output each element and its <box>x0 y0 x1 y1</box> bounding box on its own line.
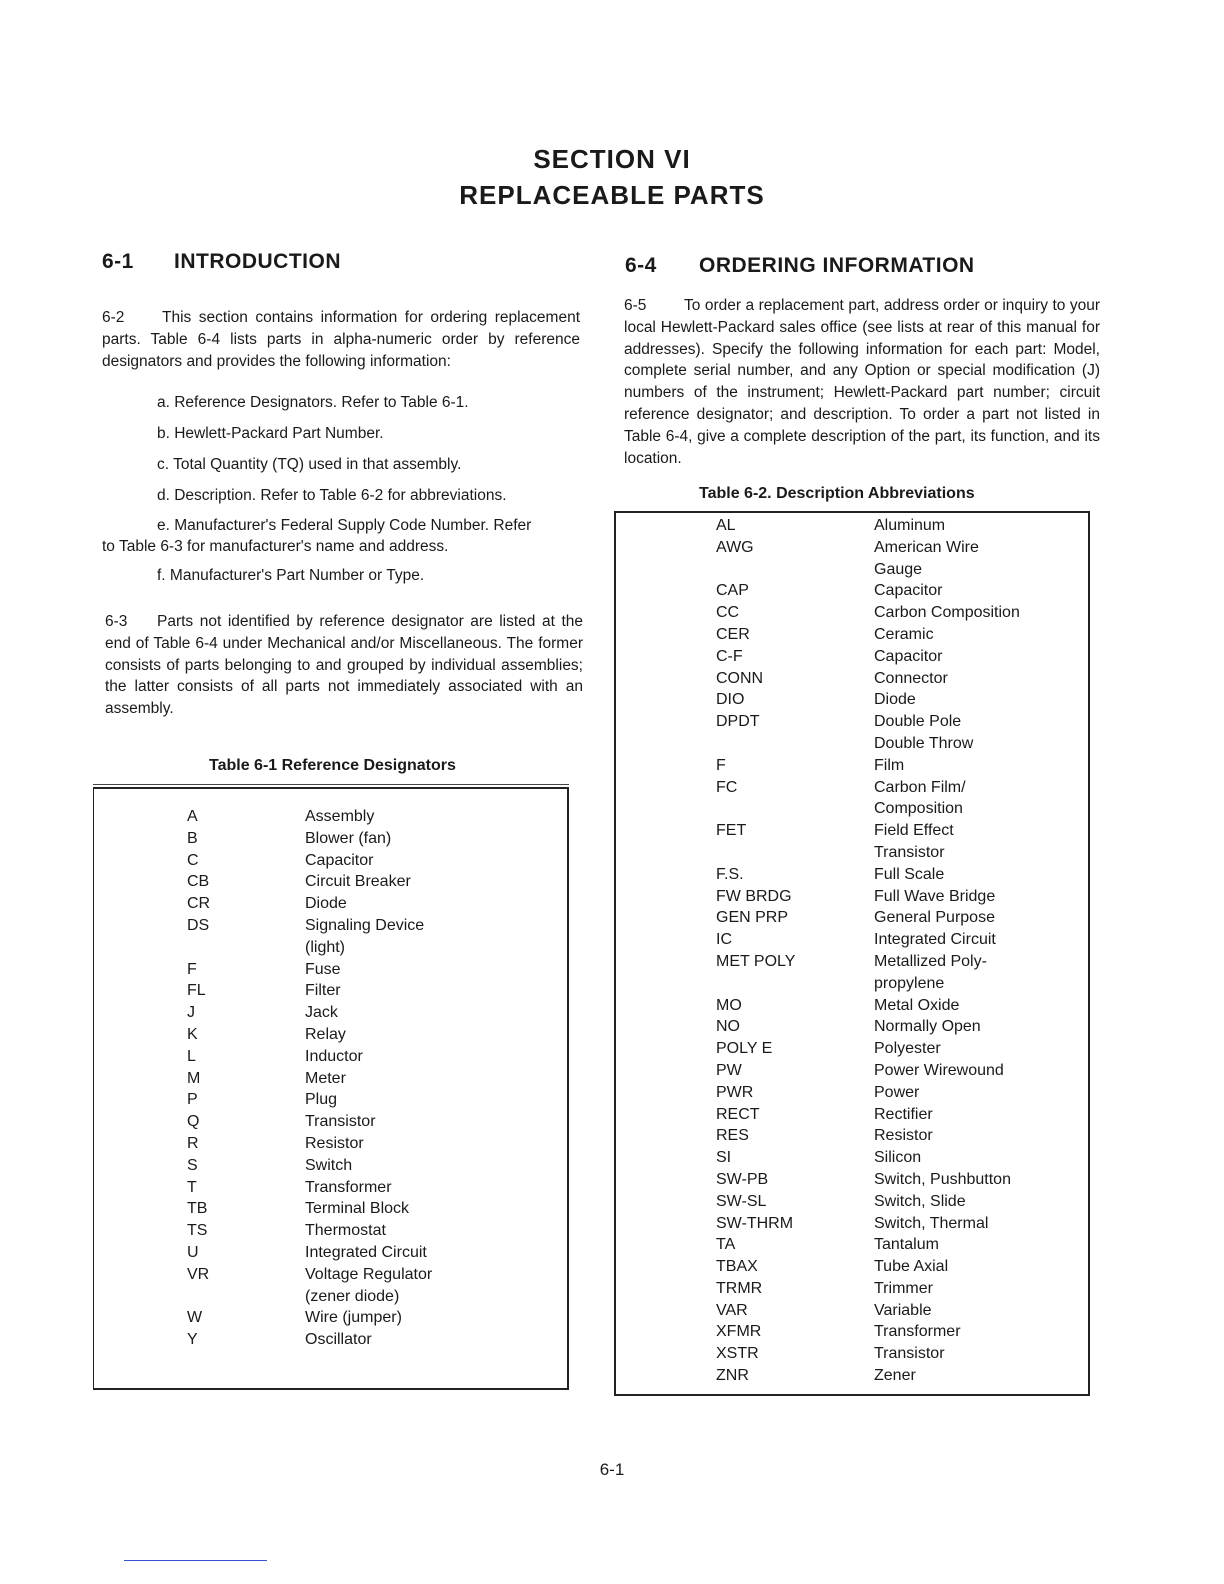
row-description: Switch <box>305 1156 353 1174</box>
row-description: (zener diode) <box>305 1287 400 1305</box>
section-number: SECTION VI <box>533 144 691 174</box>
row-description: Oscillator <box>305 1331 372 1349</box>
row-description: Resistor <box>874 1127 933 1145</box>
paragraph-number: 6-3 <box>105 613 128 630</box>
table-6-1-caption: Table 6-1 Reference Designators <box>209 757 456 774</box>
row-description: General Purpose <box>874 909 995 927</box>
row-code: RECT <box>716 1105 760 1123</box>
row-code: DPDT <box>716 713 760 731</box>
row-description: Zener <box>874 1367 916 1385</box>
row-description: Tube Axial <box>874 1258 949 1276</box>
row-description: Aluminum <box>874 517 946 534</box>
row-description: Diode <box>874 691 916 709</box>
row-description: Relay <box>305 1025 346 1043</box>
row-description: Transformer <box>874 1323 961 1341</box>
row-description: Transformer <box>305 1178 392 1196</box>
paragraph-text: Parts not identified by reference designator are listed at the end of Table 6-4 under Mechanical and/or Miscellaneous. The former consists of parts belonging to and grouped by individual assemblies; the latter consists of all parts not immediately associated with an assembly. <box>105 613 583 718</box>
row-description: Assembly <box>305 808 375 825</box>
row-code: Y <box>187 1331 198 1349</box>
paragraph-6-5 <box>624 295 1100 469</box>
row-description: Carbon Film/ <box>874 778 966 796</box>
list-item-e: e. Manufacturer's Federal Supply Code Number. Refer <box>157 517 532 534</box>
list-item-e-continued: to Table 6-3 for manufacturer's name and address. <box>102 538 449 555</box>
row-code: C <box>187 851 199 869</box>
row-description: Signaling Device <box>305 916 425 934</box>
footer-rule <box>124 1560 267 1561</box>
list-item-d: d. Description. Refer to Table 6-2 for abbreviations. <box>157 487 507 504</box>
row-description: Ceramic <box>874 625 934 643</box>
row-description: (light) <box>305 938 346 956</box>
row-code: TBAX <box>716 1258 758 1276</box>
list-item-c: c. Total Quantity (TQ) used in that assembly. <box>157 456 462 473</box>
row-description: Terminal Block <box>305 1200 410 1218</box>
row-code: POLY E <box>716 1040 773 1058</box>
row-description: Silicon <box>874 1149 922 1167</box>
row-description: Double Pole <box>874 713 962 731</box>
row-code: AWG <box>716 538 754 556</box>
row-code: IC <box>716 931 732 949</box>
row-code: A <box>187 808 198 825</box>
row-description: Full Wave Bridge <box>874 887 996 905</box>
row-description: Metallized Poly- <box>874 952 987 970</box>
row-code: FL <box>187 982 206 1000</box>
row-description: Double Throw <box>874 734 974 752</box>
row-description: American Wire <box>874 538 979 556</box>
paragraph-6-2 <box>102 307 580 372</box>
row-description: Power <box>874 1083 920 1101</box>
row-code: Q <box>187 1113 200 1131</box>
row-code: GEN PRP <box>716 909 789 927</box>
row-description: Carbon Composition <box>874 604 1020 622</box>
table-6-2-frame <box>614 511 1090 1396</box>
paragraph-number: 6-5 <box>624 297 647 314</box>
row-code: F.S. <box>716 865 744 883</box>
section-title: REPLACEABLE PARTS <box>459 180 765 210</box>
row-code: NO <box>716 1018 740 1036</box>
row-description: Plug <box>305 1091 338 1109</box>
row-description: Integrated Circuit <box>305 1243 427 1261</box>
row-code: VR <box>187 1265 210 1283</box>
row-code: PW <box>716 1061 742 1079</box>
row-code: CER <box>716 625 750 643</box>
row-code: F <box>716 756 726 774</box>
row-code: J <box>187 1004 195 1022</box>
row-code: XFMR <box>716 1323 762 1341</box>
row-code: RES <box>716 1127 749 1145</box>
page-number: 6-1 <box>599 1460 625 1479</box>
row-code: C-F <box>716 647 743 665</box>
row-description: Blower (fan) <box>305 829 392 847</box>
row-description: Variable <box>874 1301 932 1319</box>
row-code: ZNR <box>716 1367 749 1385</box>
row-description: Field Effect <box>874 822 954 840</box>
row-description: Trimmer <box>874 1279 933 1297</box>
row-code: FC <box>716 778 738 796</box>
row-code: F <box>187 960 197 978</box>
row-description: Normally Open <box>874 1018 981 1036</box>
row-description: Rectifier <box>874 1105 933 1123</box>
row-code: TS <box>187 1222 208 1240</box>
row-description: Wire (jumper) <box>305 1309 402 1327</box>
row-code: CR <box>187 895 211 913</box>
row-description: Film <box>874 756 905 774</box>
row-description: Inductor <box>305 1047 363 1065</box>
ordering-heading-text: ORDERING INFORMATION <box>699 254 975 277</box>
row-code: R <box>187 1134 199 1152</box>
row-description: Transistor <box>874 843 945 861</box>
row-description: Composition <box>874 800 963 818</box>
paragraph-text: This section contains information for ordering replacement parts. Table 6-4 lists parts in alpha-numeric order by reference designators and provides the following information: <box>102 309 580 370</box>
row-code: B <box>187 829 198 847</box>
intro-heading-text: INTRODUCTION <box>174 250 341 273</box>
row-description: Fuse <box>305 960 341 978</box>
row-description: Power Wirewound <box>874 1061 1004 1079</box>
row-description: Metal Oxide <box>874 996 960 1014</box>
row-code: DIO <box>716 691 745 709</box>
row-code: TB <box>187 1200 208 1218</box>
ordering-heading-number: 6-4 <box>625 254 657 277</box>
row-code: SW-SL <box>716 1192 767 1210</box>
row-code: W <box>187 1309 203 1327</box>
list-item-f: f. Manufacturer's Part Number or Type. <box>157 567 425 584</box>
row-description: Polyester <box>874 1040 941 1058</box>
row-description: Thermostat <box>305 1222 386 1240</box>
row-code: PWR <box>716 1083 754 1101</box>
row-code: FW BRDG <box>716 887 792 905</box>
row-code: M <box>187 1069 201 1087</box>
row-code: MET POLY <box>716 952 796 970</box>
row-description: Meter <box>305 1069 346 1087</box>
row-description: propylene <box>874 974 945 992</box>
row-description: Jack <box>305 1004 338 1022</box>
paragraph-6-3 <box>105 611 583 720</box>
row-code: SW-PB <box>716 1170 769 1188</box>
row-code: S <box>187 1156 198 1174</box>
row-code: TRMR <box>716 1279 763 1297</box>
row-description: Integrated Circuit <box>874 931 996 949</box>
row-description: Switch, Pushbutton <box>874 1170 1011 1188</box>
list-item-a: a. Reference Designators. Refer to Table 6-1. <box>157 394 469 411</box>
row-code: L <box>187 1047 196 1065</box>
row-description: Transistor <box>305 1113 376 1131</box>
row-code: AL <box>716 517 736 534</box>
table-6-1-top-rule <box>93 784 569 785</box>
row-code: FET <box>716 822 747 840</box>
row-code: VAR <box>716 1301 748 1319</box>
row-code: DS <box>187 916 210 934</box>
row-code: T <box>187 1178 197 1196</box>
row-description: Resistor <box>305 1134 364 1152</box>
row-description: Transistor <box>874 1345 945 1363</box>
paragraph-text: To order a replacement part, address order or inquiry to your local Hewlett-Packard sales office (see lists at rear of this manual for addresses). Specify the following information for each part: Model, complete serial number, and any Option or special modification (J) numbers of the instrument; Hewlett-Packard part number; circuit reference designator; and description. To order a part not listed in Table 6-4, give a complete description of the part, its function, and its location. <box>624 297 1100 467</box>
row-code: P <box>187 1091 198 1109</box>
row-code: U <box>187 1243 199 1261</box>
row-code: CAP <box>716 582 749 600</box>
row-description: Switch, Thermal <box>874 1214 989 1232</box>
row-description: Connector <box>874 669 948 687</box>
row-code: TA <box>716 1236 736 1254</box>
row-description: Switch, Slide <box>874 1192 966 1210</box>
intro-heading-number: 6-1 <box>102 250 134 273</box>
row-description: Filter <box>305 982 341 1000</box>
row-description: Capacitor <box>305 851 374 869</box>
row-code: SI <box>716 1149 732 1167</box>
row-description: Capacitor <box>874 582 943 600</box>
row-description: Gauge <box>874 560 923 578</box>
row-code: CC <box>716 604 740 622</box>
row-code: CB <box>187 873 210 891</box>
row-description: Circuit Breaker <box>305 873 411 891</box>
row-description: Capacitor <box>874 647 943 665</box>
row-description: Diode <box>305 895 347 913</box>
row-code: MO <box>716 996 742 1014</box>
table-6-2-caption: Table 6-2. Description Abbreviations <box>699 485 975 502</box>
row-code: CONN <box>716 669 764 687</box>
row-code: K <box>187 1025 198 1043</box>
intro-heading <box>102 250 341 274</box>
row-description: Full Scale <box>874 865 945 883</box>
ordering-heading <box>625 254 975 278</box>
row-code: SW-THRM <box>716 1214 794 1232</box>
paragraph-number: 6-2 <box>102 309 125 326</box>
list-item-b: b. Hewlett-Packard Part Number. <box>157 425 384 442</box>
row-code: XSTR <box>716 1345 759 1363</box>
row-description: Voltage Regulator <box>305 1265 433 1283</box>
row-description: Tantalum <box>874 1236 939 1254</box>
